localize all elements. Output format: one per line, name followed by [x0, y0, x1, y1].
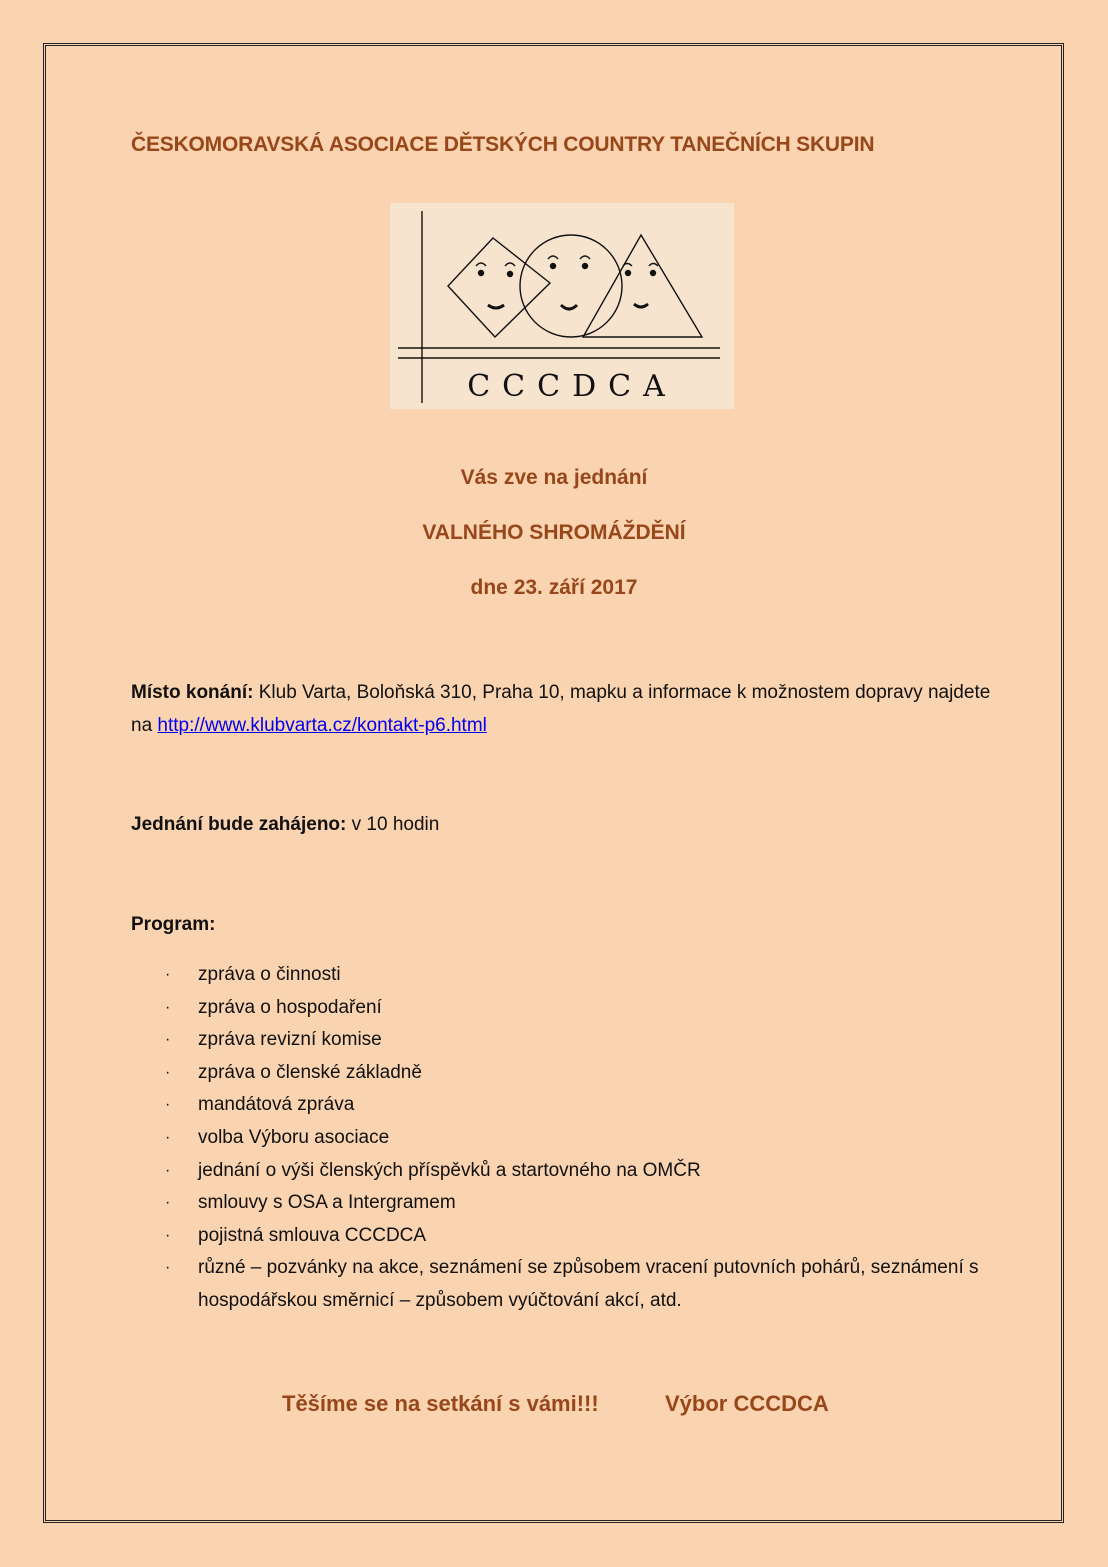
program-item-text: zpráva o hospodaření [198, 996, 382, 1018]
venue-text: Klub Varta, Boloňská 310, Praha 10, mapku a informace k možnostem dopravy najdete na [131, 682, 991, 736]
program-item-text: různé – pozvánky na akce, seznámení se způsobem vracení putovních pohárů, seznámení s hospodářskou směrnicí – způsobem vyúčtování akcí, atd. [198, 1257, 979, 1311]
list-item [160, 1252, 1020, 1317]
program-item-text: volba Výboru asociace [198, 1126, 390, 1148]
bullet: · [165, 998, 171, 1016]
program-label: Program: [131, 914, 216, 935]
bullet: · [165, 1096, 171, 1114]
list-item [160, 959, 1020, 992]
list-item [160, 1187, 1020, 1220]
cccdca-logo [390, 203, 734, 409]
program-item-text: pojistná smlouva CCCDCA [198, 1224, 427, 1246]
assembly-title: VALNÉHO SHROMÁŽDĚNÍ [422, 521, 686, 544]
program-item-text: mandátová zpráva [198, 1094, 355, 1116]
bullet: · [165, 1128, 171, 1146]
list-item [160, 1122, 1020, 1155]
bullet: · [165, 966, 171, 983]
bullet: · [165, 1063, 171, 1081]
program-list [160, 959, 1020, 1318]
bullet: · [165, 1226, 171, 1244]
invitation-line: Vás zve na jednání [460, 466, 648, 489]
program-item-text: zpráva o členské základně [198, 1061, 422, 1083]
start-time: v 10 hodin [346, 814, 440, 835]
bullet: · [165, 1031, 171, 1049]
committee-signature: Výbor CCCDCA [665, 1391, 829, 1416]
list-item [160, 1155, 1020, 1188]
bullet: · [165, 1161, 171, 1179]
venue-label: Místo konání: [131, 682, 254, 703]
logo-text: CCCDCA [467, 369, 677, 404]
program-item-text: zpráva o činnosti [198, 964, 341, 985]
venue-paragraph [131, 676, 1011, 742]
closing-greeting: Těšíme se na setkání s vámi!!! [282, 1391, 599, 1416]
list-item [160, 1220, 1020, 1253]
organization-title: ČESKOMORAVSKÁ ASOCIACE DĚTSKÝCH COUNTRY TANEČNÍCH SKUPIN [131, 133, 875, 156]
program-item-text: zpráva revizní komise [198, 1029, 382, 1051]
start-label: Jednání bude zahájeno: [131, 814, 347, 835]
list-item [160, 1089, 1020, 1122]
start-paragraph [131, 808, 1011, 841]
program-item-text: smlouvy s OSA a Intergramem [198, 1192, 456, 1214]
assembly-date: dne 23. září 2017 [470, 576, 638, 599]
program-item-text: jednání o výši členských příspěvků a startovného na OMČR [198, 1159, 701, 1181]
bullet: · [165, 1194, 171, 1212]
list-item [160, 992, 1020, 1025]
list-item [160, 1057, 1020, 1090]
bullet: · [165, 1259, 171, 1277]
list-item [160, 1024, 1020, 1057]
program-heading [131, 908, 1011, 941]
venue-link[interactable]: http://www.klubvarta.cz/kontakt-p6.html [157, 715, 487, 736]
